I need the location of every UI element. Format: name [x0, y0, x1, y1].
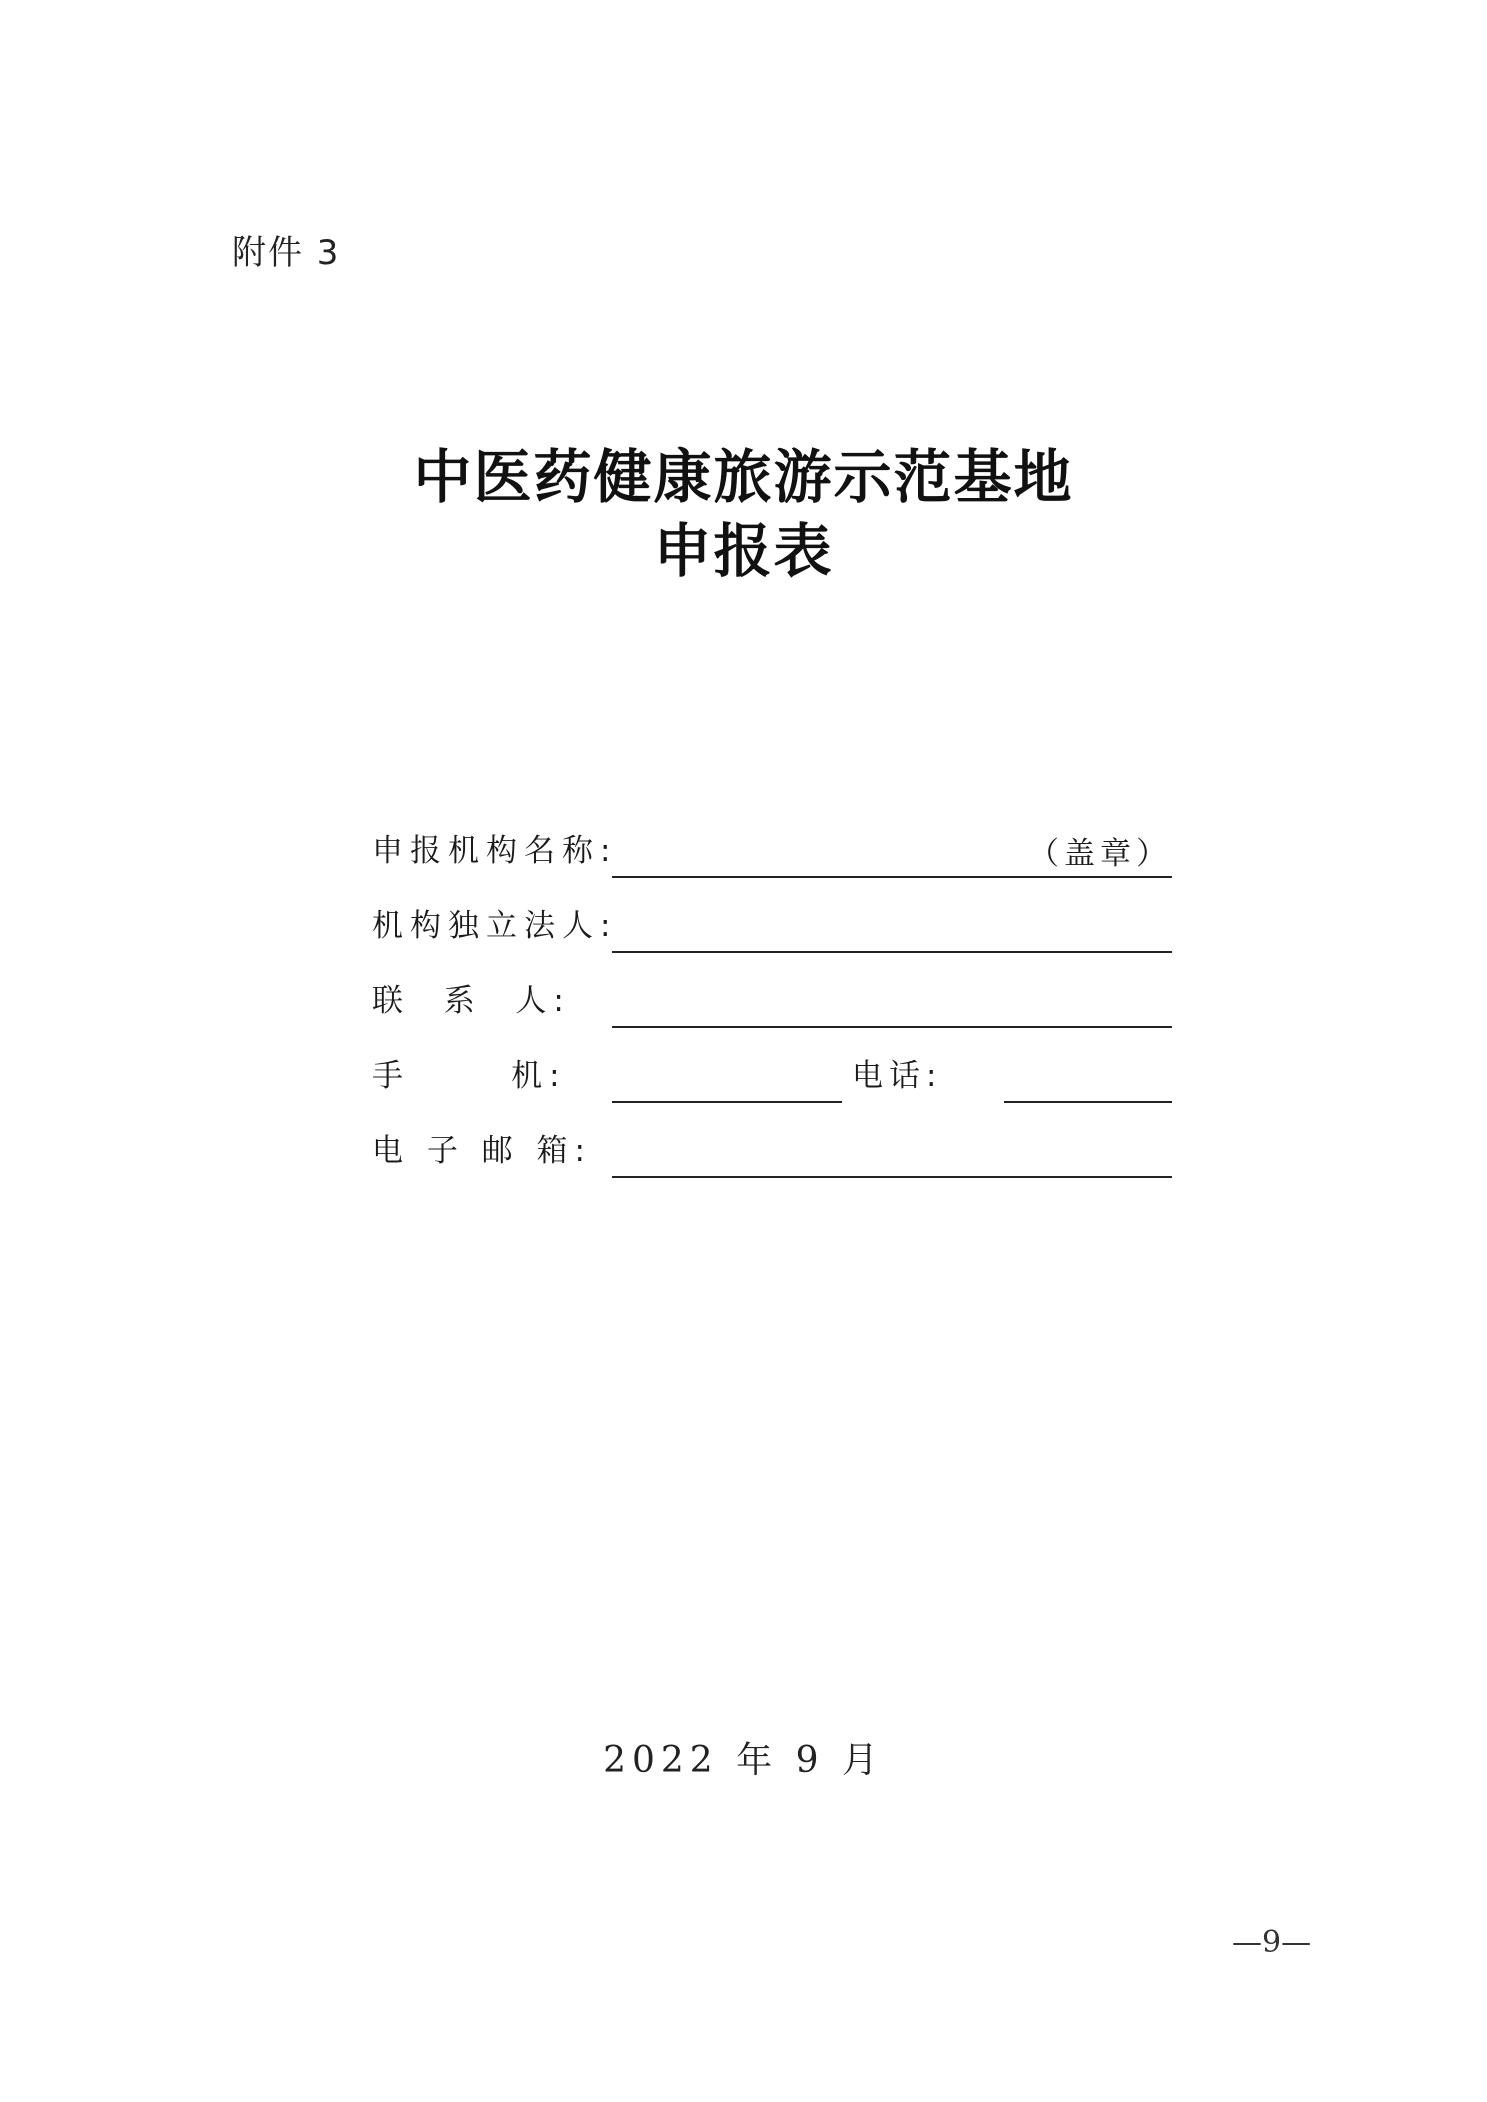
email-label: 电 子 邮 箱: [372, 1133, 593, 1169]
email-field[interactable] [612, 1176, 1172, 1178]
page-number: —9— [1232, 1925, 1312, 1960]
contact-field[interactable] [612, 1026, 1172, 1028]
legal-person-label: 机构独立法人: [372, 908, 618, 944]
document-date: 2022 年 9 月 [603, 1740, 884, 1781]
email-row [372, 1128, 1172, 1178]
org-name-row [372, 828, 1172, 878]
legal-person-field[interactable] [612, 951, 1172, 953]
contact-label: 联 系 人: [372, 983, 571, 1019]
phone-field[interactable] [1004, 1101, 1172, 1103]
contact-row [372, 978, 1172, 1028]
attachment-label: 附件 3 [232, 233, 341, 273]
phone-label: 电话: [852, 1058, 943, 1094]
document-subtitle: 申报表 [653, 517, 834, 585]
legal-person-row [372, 903, 1172, 953]
mobile-label: 手 机: [372, 1058, 567, 1094]
seal-note: （盖章） [1028, 836, 1172, 872]
phone-row [372, 1053, 1172, 1103]
org-name-label: 申报机构名称: [372, 833, 618, 869]
document-title: 中医药健康旅游示范基地 [413, 443, 1074, 511]
org-name-field[interactable] [612, 876, 1172, 878]
mobile-field[interactable] [612, 1101, 842, 1103]
